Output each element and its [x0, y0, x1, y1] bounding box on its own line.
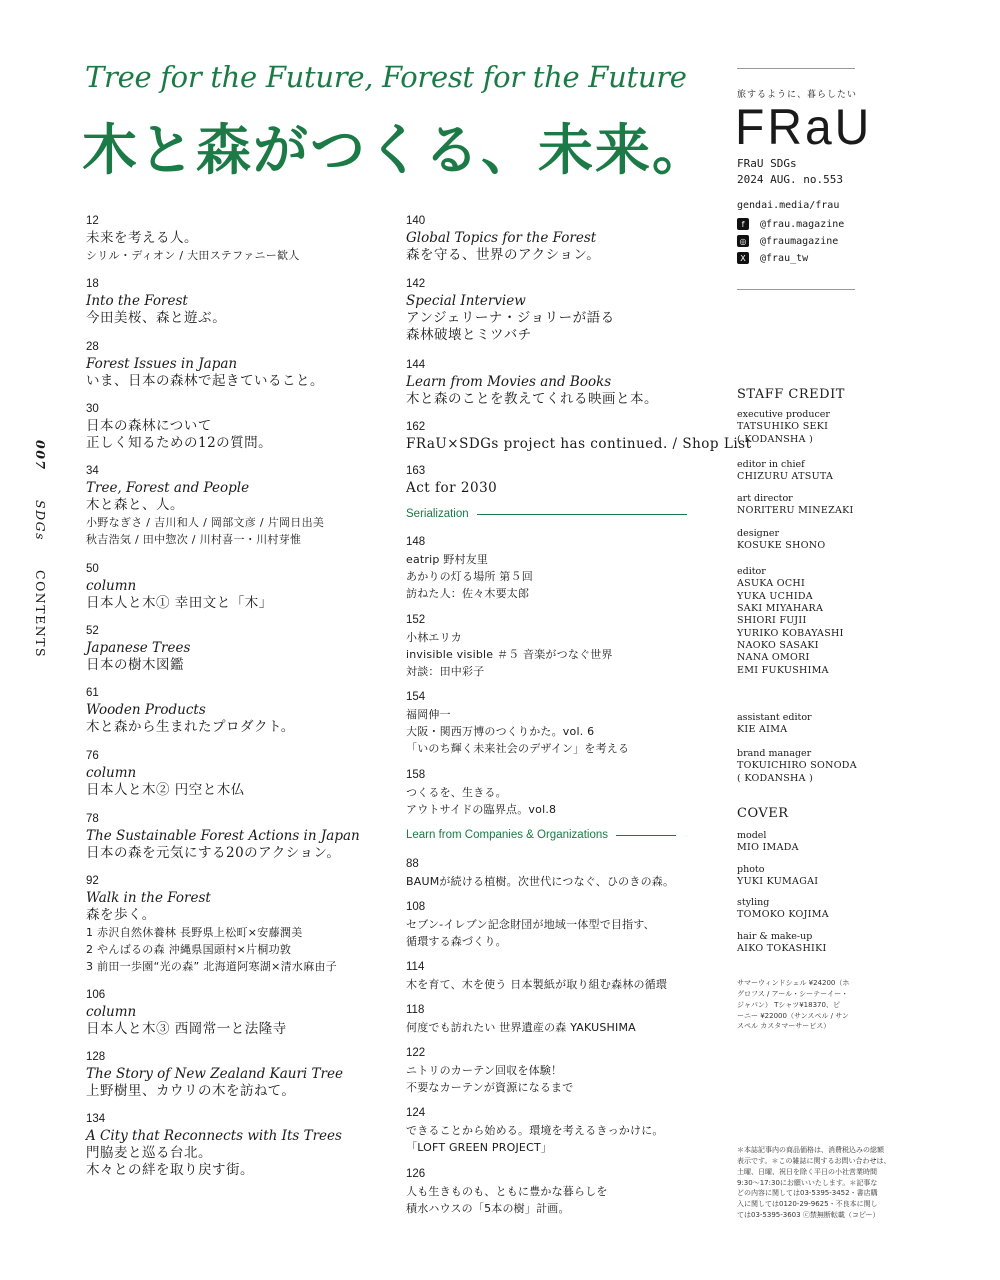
toc-contributors: 秋吉浩気 / 田中惣次 / 川村喜一・川村芽惟	[86, 533, 302, 547]
toc-page-number: 78	[86, 813, 99, 825]
toc-japanese-title: アンジェリーナ・ジョリーが語る	[406, 310, 615, 327]
toc-page-number: 106	[86, 989, 106, 1001]
toc-english-title: Global Topics for the Forest	[406, 230, 597, 247]
credit-name: TOMOKO KOJIMA	[737, 909, 829, 921]
companies-rule	[616, 835, 676, 836]
toc-page-number: 122	[406, 1047, 426, 1059]
toc-entry	[406, 277, 615, 344]
toc-line: あかりの灯る場所 第５回	[406, 570, 533, 584]
toc-page-number: 142	[406, 278, 426, 290]
toc-entry	[86, 812, 360, 862]
credit-name: SHIORI FUJII	[737, 615, 807, 627]
toc-page-number: 18	[86, 278, 99, 290]
instagram-icon: ◎	[737, 235, 749, 247]
toc-page-number: 124	[406, 1107, 426, 1119]
companies-entry	[406, 1046, 573, 1096]
toc-page-number: 158	[406, 769, 426, 781]
contents-label: CONTENTS	[33, 569, 48, 658]
toc-entry	[86, 874, 337, 975]
companies-entry	[406, 960, 667, 993]
toc-line: BAUMが続ける植樹。次世代につなぐ、ひのきの森。	[406, 875, 675, 889]
toc-japanese-title: 未来を考える人。	[86, 230, 198, 247]
toc-entry	[86, 214, 300, 264]
toc-page-number: 92	[86, 875, 99, 887]
toc-english-title: Walk in the Forest	[86, 890, 211, 907]
toc-english-title: Into the Forest	[86, 293, 188, 310]
credit-role: hair & make-up	[737, 931, 813, 942]
serialization-entry	[406, 768, 556, 818]
credit-block	[737, 712, 812, 737]
toc-page-number: 88	[406, 858, 419, 870]
toc-page-number: 162	[406, 421, 426, 433]
toc-english-title: Special Interview	[406, 293, 526, 310]
toc-page-number: 148	[406, 536, 426, 548]
toc-contributors: 小野なぎさ / 吉川和人 / 岡部文彦 / 片岡日出美	[86, 516, 325, 530]
companies-entry	[406, 1167, 608, 1217]
toc-entry	[406, 358, 658, 408]
facebook-icon: f	[737, 218, 749, 230]
toc-line: 「LOFT GREEN PROJECT」	[406, 1141, 553, 1155]
toc-page-number: 61	[86, 687, 99, 699]
sdgs-label: SDGs	[33, 499, 48, 541]
toc-japanese-title: 日本の森を元気にする20のアクション。	[86, 845, 341, 862]
toc-english-title: Forest Issues in Japan	[86, 356, 238, 373]
note-line: 9:30〜17:30にお願いいたします。＊記事な	[737, 1178, 878, 1187]
toc-japanese-title: いま、日本の森林で起きていること。	[86, 373, 324, 390]
note-line: 入に関しては0120-29-9625・不良本に関し	[737, 1200, 878, 1209]
toc-line: 福岡伸一	[406, 708, 451, 722]
credit-name: YURIKO KOBAYASHI	[737, 627, 844, 639]
toc-japanese-title: 木と森から生まれたプロダクト。	[86, 719, 295, 736]
toc-entry	[86, 749, 245, 799]
toc-line: 小林エリカ	[406, 631, 462, 645]
masthead-tagline: 旅するように、暮らしたい	[737, 90, 858, 100]
serialization-entry	[406, 613, 613, 681]
toc-japanese-title: 門脇麦と巡る台北。	[86, 1145, 212, 1162]
credit-name: AIKO TOKASHIKI	[737, 943, 827, 955]
toc-page-number: 114	[406, 961, 425, 973]
toc-page-number: 144	[406, 359, 426, 371]
toc-entry	[86, 464, 324, 548]
masthead-issue	[737, 156, 843, 188]
credit-role: assistant editor	[737, 712, 812, 723]
note-line: ＊本誌記事内の商品価格は、消費税込みの総額	[737, 1146, 884, 1154]
toc-line: 「いのち輝く未来社会のデザイン」を考える	[406, 742, 630, 756]
toc-japanese-title: 木と森のことを教えてくれる映画と本。	[406, 391, 658, 408]
toc-page-number: 30	[86, 403, 99, 415]
masthead-bottom-rule	[737, 289, 855, 290]
toc-english-title: column	[86, 578, 137, 595]
toc-entry	[86, 686, 295, 736]
toc-japanese-title: 日本の森林について	[86, 418, 212, 435]
toc-japanese-title: 森を歩く。	[86, 907, 156, 924]
toc-page-number: 76	[86, 750, 99, 762]
toc-page-number: 34	[86, 465, 99, 477]
toc-entry	[406, 464, 497, 497]
toc-page-number: 28	[86, 341, 99, 353]
social-link[interactable]	[737, 235, 838, 247]
credit-block	[737, 566, 844, 677]
toc-entry	[86, 624, 190, 674]
social-handle: @frau.magazine	[760, 218, 845, 230]
companies-entry	[406, 1003, 636, 1036]
masthead-sub1: FRaU SDGs	[737, 157, 797, 170]
toc-line: 人も生きものも、ともに豊かな暮らしを	[406, 1185, 608, 1199]
toc-line: ニトリのカーテン回収を体験！	[406, 1064, 563, 1078]
toc-contributors: 1 赤沢自然休養林 長野県上松町×安藤潤美	[86, 926, 303, 940]
credit-role: art director	[737, 493, 793, 504]
toc-line: 木を育て、木を使う 日本製紙が取り組む森林の循環	[406, 978, 668, 992]
toc-line: 積水ハウスの「5本の樹」計画。	[406, 1202, 570, 1216]
credit-role: model	[737, 830, 767, 841]
toc-page-number: 140	[406, 215, 426, 227]
credit-name: MIO IMADA	[737, 842, 799, 854]
toc-page-number: 154	[406, 691, 426, 703]
toc-line: つくるを、生きる。	[406, 786, 507, 800]
toc-entry	[86, 988, 287, 1038]
serialization-rule	[477, 514, 687, 515]
title-japanese: 木と森がつくる、未来。	[82, 117, 710, 182]
toc-line: 大阪・関西万博のつくりかた。vol. 6	[406, 725, 595, 739]
toc-english-title: Wooden Products	[86, 702, 206, 719]
toc-contributors: シリル・ディオン / 大田ステファニー歓人	[86, 249, 300, 263]
social-link[interactable]	[737, 218, 844, 230]
credit-name: NAOKO SASAKI	[737, 640, 819, 652]
credit-name: YUKI KUMAGAI	[737, 876, 819, 888]
credit-name: CHIZURU ATSUTA	[737, 471, 834, 483]
toc-line: 何度でも訪れたい 世界遺産の森 YAKUSHIMA	[406, 1021, 636, 1035]
toc-line: 循環する森づくり。	[406, 935, 507, 949]
credit-block	[737, 459, 833, 484]
toc-japanese-title: Act for 2030	[406, 480, 498, 497]
credit-block	[737, 897, 829, 922]
toc-english-title: Learn from Movies and Books	[406, 374, 612, 391]
masthead-sub2: 2024 AUG. no.553	[737, 172, 843, 186]
toc-english-title: A City that Reconnects with Its Trees	[86, 1128, 342, 1145]
toc-japanese-title: 日本人と木② 円空と木仏	[86, 782, 245, 799]
toc-page-number: 128	[86, 1051, 106, 1063]
toc-line: アウトサイドの臨界点。vol.8	[406, 803, 557, 817]
serialization-entry	[406, 690, 629, 758]
toc-english-title: The Story of New Zealand Kauri Tree	[86, 1066, 343, 1083]
toc-japanese-title-2: 木々との絆を取り戻す街。	[86, 1162, 254, 1179]
staff-credit-heading: STAFF CREDIT	[737, 387, 845, 402]
credit-role: designer	[737, 528, 779, 539]
note-line: 表示です。＊この雑誌に関するお問い合わせは、	[737, 1156, 891, 1165]
cover-heading: COVER	[737, 806, 789, 821]
title-english: Tree for the Future, Forest for the Future	[85, 60, 687, 94]
toc-line: invisible visible ＃５ 音楽がつなぐ世界	[406, 648, 613, 662]
note-line: どの内容に関しては03-5395-3452・書店購	[737, 1189, 878, 1198]
note-line: スペル カスタマーサービス）	[737, 1022, 831, 1031]
toc-entry	[406, 420, 752, 453]
companies-entry	[406, 857, 674, 890]
credit-name: ( KODANSHA )	[737, 433, 814, 445]
social-handle: @frau_tw	[760, 252, 809, 264]
toc-page-number: 134	[86, 1113, 106, 1125]
cover-fashion-credit	[737, 978, 849, 1032]
credit-name: KIE AIMA	[737, 724, 788, 736]
toc-japanese-title: 日本人と木③ 西岡常一と法隆寺	[86, 1021, 287, 1038]
toc-line: eatrip 野村友里	[406, 553, 489, 567]
companies-entry	[406, 1106, 664, 1156]
toc-english-title: Japanese Trees	[86, 640, 191, 657]
toc-japanese-title: 木と森と、人。	[86, 497, 184, 514]
credit-name: TATSUHIKO SEKI	[737, 421, 829, 433]
credit-role: styling	[737, 897, 770, 908]
serialization-label: Serialization	[406, 508, 469, 520]
toc-english-title: The Sustainable Forest Actions in Japan	[86, 828, 360, 845]
note-line: ーニー ¥22000（サンスペル / サン	[737, 1011, 849, 1020]
credit-name: KOSUKE SHONO	[737, 540, 826, 552]
serialization-heading	[406, 508, 687, 520]
toc-page-number: 12	[86, 215, 99, 227]
toc-page-number: 163	[406, 465, 426, 477]
toc-entry	[86, 562, 273, 612]
toc-japanese-title: 上野樹里、カウリの木を訪ねて。	[86, 1083, 296, 1100]
toc-page-number: 52	[86, 625, 99, 637]
toc-entry	[86, 402, 272, 452]
toc-line: できることから始める。環境を考えるきっかけに。	[406, 1124, 664, 1138]
toc-line: セブン-イレブン記念財団が地域一体型で目指す、	[406, 918, 655, 932]
credit-block	[737, 864, 818, 889]
toc-page-number: 108	[406, 901, 426, 913]
toc-japanese-title: 今田美桜、森と遊ぶ。	[86, 310, 227, 327]
credit-block	[737, 528, 825, 553]
toc-entry	[86, 1050, 343, 1100]
social-link[interactable]	[737, 252, 808, 264]
toc-english-title: column	[86, 765, 137, 782]
companies-entry	[406, 900, 655, 950]
credit-role: editor	[737, 566, 766, 577]
credit-name: NANA OMORI	[737, 652, 810, 664]
toc-japanese-title: FRaU×SDGs project has continued. / Shop List	[406, 436, 752, 453]
toc-japanese-title: 日本人と木① 幸田文と「木」	[86, 595, 273, 612]
note-line: 土曜、日曜、祝日を除く平日の小社営業時間	[737, 1167, 877, 1176]
credit-role: editor in chief	[737, 459, 805, 470]
masthead-top-rule	[737, 68, 855, 69]
toc-entry	[86, 1112, 342, 1179]
toc-english-title: column	[86, 1004, 137, 1021]
toc-japanese-title-2: 森林破壊とミツバチ	[406, 327, 532, 344]
note-line: サマーウィンドシェル ¥24200（ホ	[737, 979, 850, 987]
credit-role: brand manager	[737, 748, 812, 759]
toc-english-title: Tree, Forest and People	[86, 480, 250, 497]
toc-japanese-title: 日本の樹木図鑑	[86, 657, 184, 674]
toc-japanese-title-2: 正しく知るための12の質問。	[86, 435, 273, 452]
companies-heading	[406, 829, 676, 841]
page-number: 007	[33, 440, 48, 471]
serialization-entry	[406, 535, 533, 603]
frau-logo: FRaU	[735, 99, 873, 156]
toc-page-number: 126	[406, 1168, 426, 1180]
legal-note	[737, 1145, 890, 1221]
toc-entry	[86, 340, 324, 390]
credit-name: ASUKA OCHI	[737, 578, 806, 590]
toc-entry	[86, 277, 226, 327]
credit-name: TOKUICHIRO SONODA	[737, 760, 857, 772]
toc-line: 訪ねた人：佐々木要太郎	[406, 587, 530, 601]
vertical-page-label	[33, 440, 48, 658]
credit-name: YUKA UCHIDA	[737, 590, 813, 602]
note-line: ては03-5395-3603 ⓒ禁無断転載（コピー）	[737, 1211, 880, 1220]
credit-name: SAKI MIYAHARA	[737, 603, 824, 615]
toc-contributors: 2 やんばるの森 沖縄県国頭村×片桐功敦	[86, 943, 292, 957]
credit-block	[737, 409, 830, 446]
note-line: グロフス / アール・シーテーイー・	[737, 989, 849, 998]
credit-block	[737, 493, 854, 518]
social-handle: @fraumagazine	[760, 235, 839, 247]
toc-contributors: 3 前田一歩園“光の森” 北海道阿寒湖×清水麻由子	[86, 960, 338, 974]
toc-line: 不要なカーテンが資源になるまで	[406, 1081, 574, 1095]
credit-block	[737, 748, 857, 785]
toc-entry	[406, 214, 600, 264]
toc-page-number: 118	[406, 1004, 425, 1016]
note-line: ジャパン） Tシャツ¥18370、ピ	[737, 1000, 840, 1009]
credit-block	[737, 931, 827, 956]
toc-line: 対談：田中彩子	[406, 665, 485, 679]
credit-block	[737, 830, 799, 855]
masthead-url[interactable]: gendai.media/frau	[737, 200, 840, 211]
toc-page-number: 152	[406, 614, 426, 626]
credit-role: executive producer	[737, 409, 830, 420]
x-icon: X	[737, 252, 749, 264]
credit-name: EMI FUKUSHIMA	[737, 664, 829, 676]
toc-page-number: 50	[86, 563, 99, 575]
credit-name: ( KODANSHA )	[737, 772, 814, 784]
credit-name: NORITERU MINEZAKI	[737, 505, 854, 517]
companies-label: Learn from Companies & Organizations	[406, 829, 608, 841]
credit-role: photo	[737, 864, 765, 875]
toc-japanese-title: 森を守る、世界のアクション。	[406, 247, 601, 264]
